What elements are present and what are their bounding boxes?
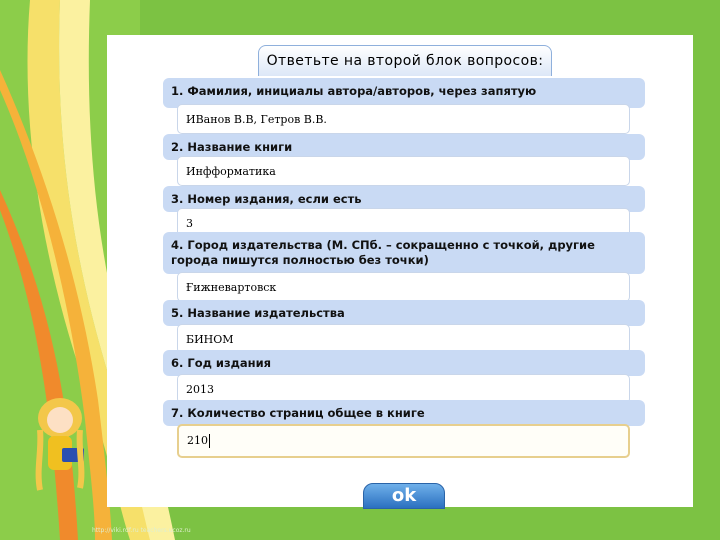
question-6-label: 6. Год издания: [163, 350, 645, 376]
question-4-label: 4. Город издательства (М. СПб. – сокращенно с точкой, другие города пишутся полностью без точки): [163, 232, 645, 274]
answer-7-text: 210: [187, 434, 208, 447]
answer-7-field[interactable]: [177, 424, 630, 458]
form-title: Ответьте на второй блок вопросов:: [258, 45, 552, 76]
question-5-label: 5. Название издательства: [163, 300, 645, 326]
answer-6-field[interactable]: 2013: [177, 374, 630, 404]
ok-button[interactable]: ok: [363, 483, 445, 509]
answer-3-field[interactable]: 3: [177, 208, 630, 238]
question-2-label: 2. Название книги: [163, 134, 645, 160]
question-7-label: 7. Количество страниц общее в книге: [163, 400, 645, 426]
text-cursor: [209, 434, 210, 448]
footer-url: http://viki.rdf.ru teachers.ucoz.ru: [92, 527, 191, 534]
answer-2-field[interactable]: Инфформатика: [177, 156, 630, 186]
answer-5-field[interactable]: БИНОМ: [177, 324, 630, 354]
question-1-label: 1. Фамилия, инициалы автора/авторов, через запятую: [163, 78, 645, 108]
question-3-label: 3. Номер издания, если есть: [163, 186, 645, 212]
answer-4-field[interactable]: Ғижневартовск: [177, 272, 630, 302]
answer-1-field[interactable]: ИВанов В.В, Гетров В.В.: [177, 104, 630, 134]
